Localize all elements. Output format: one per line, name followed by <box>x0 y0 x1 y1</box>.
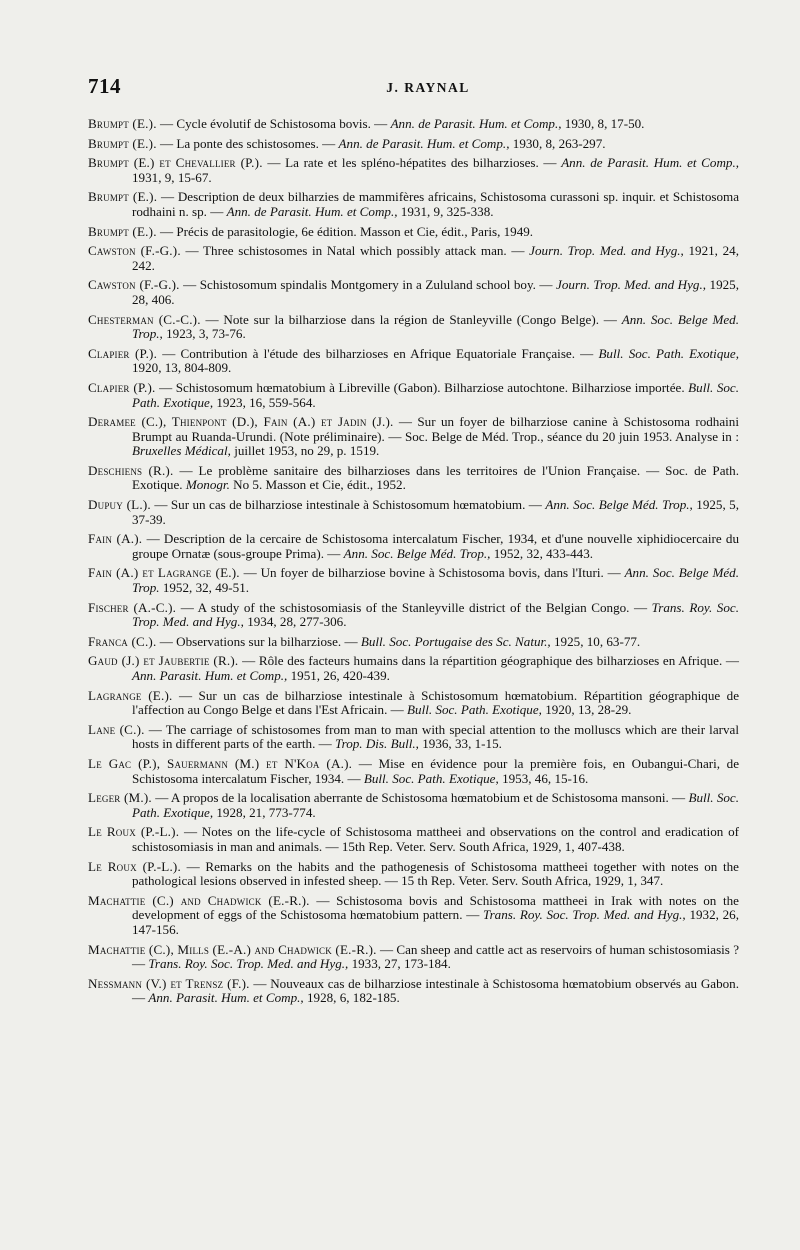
entry-authors: Brumpt (E.). <box>88 135 157 151</box>
bibliography-entry <box>88 860 739 889</box>
entry-authors: Brumpt (E.). <box>88 223 157 239</box>
entry-source: Bull. Soc. Path. Exotique, <box>132 790 740 820</box>
bibliography-entry <box>88 601 739 630</box>
bibliography-entry <box>88 723 739 752</box>
entry-authors: Franca (C.). <box>88 633 157 649</box>
entry-authors: Leger (M.). <box>88 790 152 806</box>
entry-source: Trans. Roy. Soc. Trop. Med. and Hyg., <box>148 956 349 972</box>
entry-details: juillet 1953, no 29, p. 1519. <box>234 443 380 459</box>
entry-source: Ann. Soc. Belge Méd. Trop., <box>343 545 491 561</box>
entry-title: — Note sur la bilharziose dans la région de Stanleyville (Congo Belge). — <box>205 311 617 327</box>
entry-authors: Fain (A.). <box>88 531 143 547</box>
entry-source: Trop. Dis. Bull., <box>335 736 419 752</box>
entry-source: Journ. Trop. Med. and Hyg., <box>529 243 684 259</box>
entry-authors: Fischer (A.-C.). <box>88 599 177 615</box>
entry-title: — Observations sur la bilharziose. — <box>159 633 358 649</box>
entry-source: Ann. de Parasit. Hum. et Comp., <box>226 203 398 219</box>
bibliography-entry <box>88 225 739 240</box>
entry-authors: Clapier (P.). <box>88 379 156 395</box>
entry-authors: Brumpt (E.). <box>88 189 158 205</box>
bibliography-entry <box>88 532 739 561</box>
entry-details: 1925, 28, 406. <box>132 277 739 307</box>
bibliography-entry <box>88 156 739 185</box>
entry-details: 1951, 26, 420-439. <box>290 668 390 683</box>
entry-title: — Schistosomum hœmatobium à Libreville (Gabon). Bilharziose autochtone. Bilharziose importée. <box>159 379 685 395</box>
entry-authors: Le Roux (P.-L.). <box>88 824 180 840</box>
entry-details: 1928, 21, 773-774. <box>216 804 316 820</box>
entry-authors: Cawston (F.-G.). <box>88 277 180 293</box>
entry-details: 1936, 33, 1-15. <box>422 736 502 752</box>
entry-title: — Description de deux bilharzies de mammifères africains, Schistosoma curassoni sp. inquir. et Schistosoma rodhaini n. sp. — <box>132 189 740 219</box>
entry-title: — Contribution à l'étude des bilharzioses en Afrique Equatoriale Française. — <box>162 345 594 361</box>
entry-details: 1925, 10, 63-77. <box>554 633 641 649</box>
entry-authors: Le Roux (P.-L.). <box>88 858 181 874</box>
entry-title: — Can sheep and cattle act as reservoirs of human schistosomiasis ? — <box>132 941 740 972</box>
entry-source: Journ. Trop. Med. and Hyg., <box>556 277 706 293</box>
entry-title: — Sur un cas de bilharziose intestinale à Schistosomum hœmatobium. — <box>154 497 542 513</box>
entry-source: Bull. Soc. Portugaise des Sc. Natur., <box>360 633 551 649</box>
entry-title: — Rôle des facteurs humains dans la répartition géographique des bilharzioses en Afrique. — <box>242 653 739 669</box>
bibliography-entry <box>88 689 739 718</box>
entry-title: — Remarks on the habits and the pathogenesis of Schistosoma mattheei together with notes on the pathological lesions observed in infested sheep. — 15 th Rep. Veter. Serv. South Africa, 1929, 1, 347. <box>132 858 739 889</box>
entry-title: — The carriage of schistosomes from man to man with special attention to the molluscs which are their larval hosts in different parts of the earth. — <box>132 721 739 752</box>
entry-title: — Nouveaux cas de bilharziose intestinale à Schistosoma hœmatobium observés au Gabon. — <box>132 975 739 1006</box>
entry-authors: Gaud (J.) et Jaubertie (R.). <box>88 653 239 669</box>
entry-details: 1923, 3, 73-76. <box>166 326 246 342</box>
bibliography-entry <box>88 498 739 527</box>
entry-source: Bruxelles Médical, <box>132 443 231 459</box>
entry-title: — Mise en évidence pour la première fois, en Oubangui-Chari, de Schistosoma intercalatum Fischer, 1934. — <box>132 755 740 786</box>
entry-authors: Fain (A.) et Lagrange (E.). <box>88 565 240 581</box>
bibliography-entry <box>88 137 739 152</box>
entry-source: Bull. Soc. Path. Exotique, <box>407 702 542 718</box>
entry-source: Trans. Roy. Soc. Trop. Med. and Hyg., <box>132 599 739 630</box>
entry-title: — La rate et les spléno-hépatites des bilharzioses. — <box>267 155 557 171</box>
entry-source: Bull. Soc. Path. Exotique, <box>363 770 499 786</box>
entry-title: — Description de la cercaire de Schistosoma intercalatum Fischer, 1934, et d'une nouvelle xiphidiocercaire du groupe Ornatæ (sous-groupe Prima). — <box>132 531 739 561</box>
entry-source: Ann. Soc. Belge Méd. Trop., <box>545 497 693 513</box>
entry-details: 1931, 9, 15-67. <box>132 169 212 185</box>
entry-source: Monogr. <box>185 477 230 493</box>
entry-source: Ann. Parasit. Hum. et Comp., <box>148 990 304 1006</box>
entry-details: 1930, 8, 263-297. <box>512 135 606 151</box>
page-number: 714 <box>88 74 121 98</box>
entry-title: — A study of the schistosomiasis of the Stanleyville district of the Belgian Congo. — <box>180 599 648 615</box>
entry-authors: Machattie (C.), Mills (E.-A.) and Chadwick (E.-R.). <box>88 941 377 957</box>
bibliography-entry <box>88 977 739 1006</box>
entry-title: — La ponte des schistosomes. — <box>159 135 336 151</box>
entry-details: 1921, 24, 242. <box>132 243 739 273</box>
entry-details: 1952, 32, 433-443. <box>493 545 594 561</box>
bibliography-entry <box>88 117 739 132</box>
entry-source: Ann. de Parasit. Hum. et Comp., <box>338 135 510 151</box>
entry-details: 1920, 13, 28-29. <box>545 702 632 718</box>
entry-authors: Clapier (P.). <box>88 345 158 361</box>
entry-source: Ann. Parasit. Hum. et Comp., <box>132 668 288 683</box>
entry-authors: Lane (C.). <box>88 721 145 737</box>
bibliography-entry <box>88 566 739 595</box>
entry-details: 1928, 6, 182-185. <box>306 990 400 1006</box>
entry-authors: Dupuy (L.). <box>88 497 151 513</box>
entry-authors: Deramee (C.), Thienpont (D.), Fain (A.) et Jadin (J.). <box>88 414 394 430</box>
bibliography-entry <box>88 381 739 410</box>
bibliography-entry <box>88 635 739 650</box>
entry-title: — Un foyer de bilharziose bovine à Schistosoma bovis, dans l'Ituri. — <box>243 565 621 581</box>
entry-title: — A propos de la localisation aberrante de Schistosoma hœmatobium et de Schistosoma mansoni. — <box>155 790 686 806</box>
bibliography-entry <box>88 943 739 972</box>
entry-authors: Brumpt (E.) et Chevallier (P.). <box>88 155 263 171</box>
entry-details: 1930, 8, 17-50. <box>564 116 645 131</box>
bibliography-entry <box>88 313 739 342</box>
entry-title: — Précis de parasitologie, 6e édition. Masson et Cie, édit., Paris, 1949. <box>159 223 534 239</box>
entry-details: 1931, 9, 325-338. <box>400 203 494 219</box>
entry-title: — Notes on the life-cycle of Schistosoma mattheei and observations on the control and eradication of schistosomiasis in man and animals. — 15th Rep. Veter. Serv. South Africa, 1929, 1, 407-438. <box>132 824 739 854</box>
bibliography-entry <box>88 654 739 683</box>
entry-authors: Nessmann (V.) et Trensz (F.). <box>88 975 250 991</box>
entry-title: — Cycle évolutif de Schistosoma bovis. — <box>159 116 388 131</box>
entry-title: — Schistosomum spindalis Montgomery in a Zululand school boy. — <box>183 277 553 293</box>
entry-source: Ann. de Parasit. Hum. et Comp., <box>561 155 740 171</box>
page-header <box>88 74 768 104</box>
entry-details: 1952, 32, 49-51. <box>162 580 250 596</box>
entry-authors: Deschiens (R.). <box>88 462 174 478</box>
entry-title: — Three schistosomes in Natal which possibly attack man. — <box>185 243 525 259</box>
entry-title: — Le problème sanitaire des bilharzioses dans les territoires de l'Union Française. — Soc. de Path. Exotique. <box>132 462 739 493</box>
bibliography-entry <box>88 415 739 459</box>
entry-details: 1920, 13, 804-809. <box>132 360 232 376</box>
entry-source: Ann. Soc. Belge Méd. Trop. <box>132 565 739 596</box>
bibliography-list <box>88 117 739 1011</box>
bibliography-entry <box>88 190 739 219</box>
entry-authors: Chesterman (C.-C.). <box>88 311 201 327</box>
bibliography-entry <box>88 347 739 376</box>
entry-authors: Brumpt (E.). <box>88 116 157 131</box>
entry-source: Ann. de Parasit. Hum. et Comp., <box>390 116 562 131</box>
entry-authors: Lagrange (E.). <box>88 687 173 703</box>
entry-authors: Le Gac (P.), Sauermann (M.) et N'Koa (A.). <box>88 755 353 771</box>
entry-details: 1923, 16, 559-564. <box>216 394 316 410</box>
entry-source: Ann. Soc. Belge Med. Trop., <box>132 311 739 342</box>
entry-source: Bull. Soc. Path. Exotique, <box>132 379 740 410</box>
bibliography-entry <box>88 757 739 786</box>
entry-title: — Sur un cas de bilharziose intestinale à Schistosomum hœmatobium. Répartition géographique de l'affection au Congo Belge et dans l'Est Africain. — <box>132 687 740 718</box>
entry-details: 1934, 28, 277-306. <box>247 614 347 630</box>
bibliography-entry <box>88 464 739 493</box>
entry-details: 1925, 5, 37-39. <box>132 497 740 527</box>
bibliography-entry <box>88 244 739 273</box>
entry-title: — Schistosoma bovis and Schistosoma mattheei in Irak with notes on the development of eggs of the Schistosoma hœmatobium pattern. — <box>132 892 739 923</box>
entry-authors: Cawston (F.-G.). <box>88 243 181 259</box>
entry-title: — Sur un foyer de bilharziose canine à Schistosoma rodhaini Brumpt au Ruanda-Urundi. (Note préliminaire). — Soc. Belge de Méd. Trop., séance du 20 juin 1953. Analyse in : <box>132 414 739 444</box>
entry-source: Bull. Soc. Path. Exotique, <box>598 345 739 361</box>
entry-details: No 5. Masson et Cie, édit., 1952. <box>233 477 406 493</box>
bibliography-entry <box>88 894 739 938</box>
entry-details: 1953, 46, 15-16. <box>502 770 589 786</box>
entry-authors: Machattie (C.) and Chadwick (E.-R.). <box>88 892 310 908</box>
entry-details: 1932, 26, 147-156. <box>132 907 739 937</box>
entry-source: Trans. Roy. Soc. Trop. Med. and Hyg., <box>483 907 686 923</box>
entry-details: 1933, 27, 173-184. <box>351 956 451 972</box>
bibliography-entry <box>88 825 739 854</box>
bibliography-entry <box>88 278 739 307</box>
bibliography-entry <box>88 791 739 820</box>
running-title: J. RAYNAL <box>386 80 470 95</box>
